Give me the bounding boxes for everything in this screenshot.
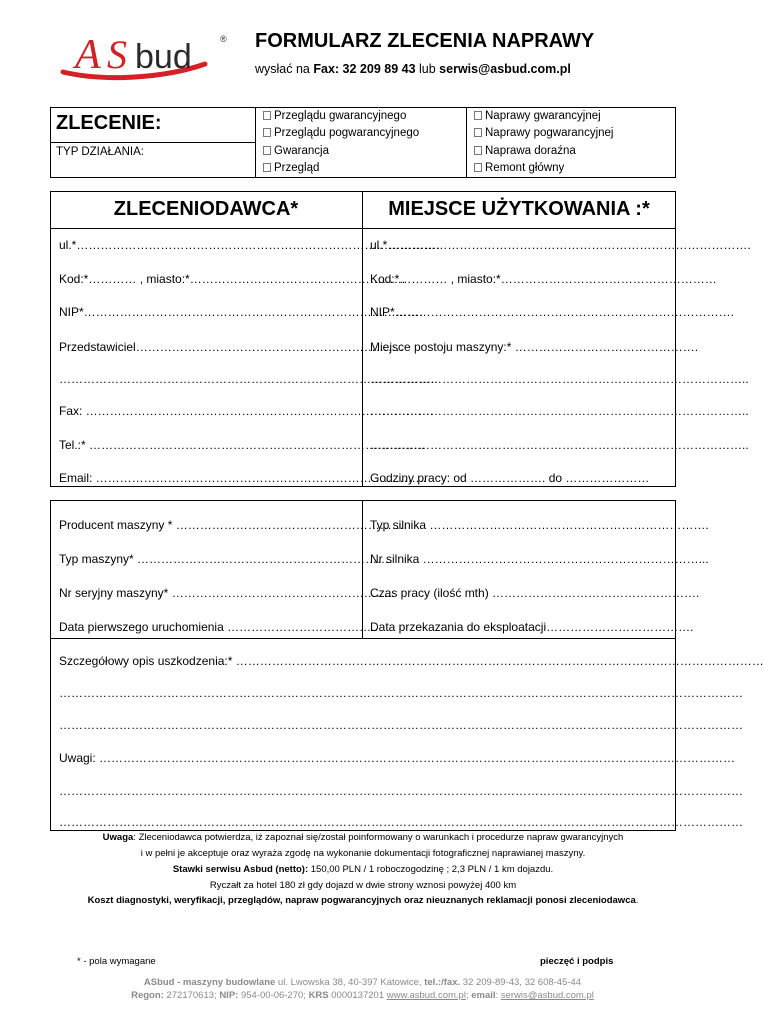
client-street-field[interactable]: ul.*………………………………………………………………………………. [59, 238, 440, 252]
contact-email: serwis@asbud.com.pl [439, 62, 571, 76]
company-info-line2: Regon: 272170613; NIP: 954-00-06-270; KRS 0000137201 www.asbud.com.pl; email: serwis@asbud.com.pl [131, 990, 594, 1001]
option-warranty[interactable]: Gwarancja [263, 145, 329, 157]
option-postwarranty-repair[interactable]: Naprawy pogwarancyjnej [474, 127, 613, 139]
option-emergency-repair[interactable]: Naprawa doraźna [474, 145, 576, 157]
client-representative-field[interactable]: Przedstawiciel…………………………………………………………. [59, 340, 404, 354]
option-warranty-inspection[interactable]: Przeglądu gwarancyjnego [263, 110, 406, 122]
costs-note: Koszt diagnostyki, weryfikacji, przeglądów, napraw pogwarancyjnych oraz nieuznanych reklamacji ponosi zleceniodawca. [87, 895, 639, 906]
client-heading: ZLECENIODAWCA* [113, 198, 299, 220]
damage-description-field[interactable]: Szczegółowy opis uszkodzenia:* …………………………………………………………………………………………………………………… [59, 654, 764, 668]
machine-parking-place-field[interactable]: Miejsce postoju maszyny:* ………………………………………. [370, 340, 699, 354]
client-phone-field[interactable]: Tel.:* ………………………………………………………………………… [59, 438, 426, 452]
option-warranty-repair[interactable]: Naprawy gwarancyjnej [474, 110, 601, 122]
machine-type-field[interactable]: Typ maszyny* ………………………………………………………. [59, 552, 393, 566]
damage-line-2[interactable]: ……………………………………………………………………………………………………………………………………………………… [59, 718, 743, 732]
hotel-flat-rate: Ryczałt za hotel 180 zł gdy dojazd w dwie strony wznosi powyżej 400 km [209, 880, 517, 891]
checkbox-icon[interactable] [263, 146, 271, 155]
handover-date-field[interactable]: Data przekazania do eksploatacji………………………………. [370, 620, 694, 634]
client-postcode-city-field[interactable]: Kod:*………… , miasto:*……………………………………………… [59, 272, 406, 286]
location-line-2[interactable]: ………………………………………………………………………………….. [370, 404, 749, 418]
send-instructions: wysłać na Fax: 32 209 89 43 lub serwis@asbud.com.pl [255, 62, 571, 76]
client-nip-field[interactable]: NIP*…………………………………………………………………………. [59, 305, 424, 319]
option-overhaul[interactable]: Remont główny [474, 162, 564, 174]
svg-text:A: A [75, 32, 101, 78]
client-fax-field[interactable]: Fax: …………………………………………………………………………… [59, 404, 434, 418]
footer-email-link[interactable]: serwis@asbud.com.pl [500, 990, 594, 1001]
form-title: FORMULARZ ZLECENIA NAPRAWY [255, 30, 595, 52]
checkbox-icon[interactable] [474, 146, 482, 155]
engine-number-field[interactable]: Nr silnika ……………………………………………………………... [370, 552, 709, 566]
damage-line-1[interactable]: ……………………………………………………………………………………………………………………………………………………… [59, 686, 743, 700]
checkbox-icon[interactable] [263, 128, 271, 137]
client-email-field[interactable]: Email: ……………………………………………………………………….. [59, 471, 427, 485]
client-extra-line[interactable]: ………………………………………………………………………………….. [59, 372, 438, 386]
stamp-signature-label: pieczęć i podpis [540, 956, 614, 967]
location-postcode-city-field[interactable]: Kod:*………… , miasto:*……………………………………………… [370, 272, 717, 286]
machine-serial-field[interactable]: Nr seryjny maszyny* ……………………………………………….. [59, 586, 395, 600]
checkbox-icon[interactable] [263, 111, 271, 120]
required-fields-note: * - pola wymagane [77, 956, 156, 967]
location-street-field[interactable]: ul.*………………………………………………………………………………. [370, 238, 751, 252]
first-startup-date-field[interactable]: Data pierwszego uruchomienia ……………………………….. [59, 620, 378, 634]
svg-text:S: S [107, 32, 127, 77]
website-link[interactable]: www.asbud.com.pl [386, 990, 466, 1001]
location-line-1[interactable]: ………………………………………………………………………………….. [370, 372, 749, 386]
operating-hours-field[interactable]: Czas pracy (ilość mth) ……………………………………………. [370, 586, 700, 600]
machine-producer-field[interactable]: Producent maszyny * …………………………………………………. [59, 518, 408, 532]
checkbox-icon[interactable] [474, 163, 482, 172]
option-postwarranty-inspection[interactable]: Przeglądu pogwarancyjnego [263, 127, 419, 139]
checkbox-icon[interactable] [474, 128, 482, 137]
fax-number: Fax: 32 209 89 43 [313, 62, 416, 76]
remarks-field[interactable]: Uwagi: …………………………………………………………………………………………………………………………………………… [59, 751, 736, 765]
remarks-line-2[interactable]: ……………………………………………………………………………………………………………………………………………………… [59, 815, 743, 829]
location-line-3[interactable]: ………………………………………………………………………………….. [370, 438, 749, 452]
working-hours-field[interactable]: Godziny pracy: od ………………. do ………………… [370, 471, 650, 485]
remarks-line-1[interactable]: ……………………………………………………………………………………………………………………………………………………… [59, 784, 743, 798]
warranty-remark-line2: i w pełni je akceptuje oraz wyraża zgodę na wykonanie dokumentacji fotograficznej naprawianej maszyny. [140, 848, 586, 859]
company-info-line1: ASbud - maszyny budowlane ul. Lwowska 38, 40-397 Katowice, tel.:/fax. 32 209-89-43, 32 608-45-44 [143, 977, 582, 988]
checkbox-icon[interactable] [263, 163, 271, 172]
asbud-logo [55, 28, 235, 90]
option-inspection[interactable]: Przegląd [263, 162, 319, 174]
warranty-remark: Uwaga: Zleceniodawca potwierdza, iż zapoznał się/został poinformowany o warunkach i procedurze napraw gwarancyjnych [102, 832, 624, 843]
order-heading: ZLECENIE: [56, 112, 162, 134]
service-rates: Stawki serwisu Asbud (netto): 150,00 PLN / 1 roboczogodzinę ; 2,3 PLN / 1 km dojazdu. [172, 864, 554, 875]
svg-text:®: ® [220, 34, 227, 44]
engine-type-field[interactable]: Typ silnika ……………………………………………………………. [370, 518, 709, 532]
action-type-label: TYP DZIAŁANIA: [56, 146, 144, 158]
svg-text:bud: bud [135, 38, 192, 76]
checkbox-icon[interactable] [474, 111, 482, 120]
location-heading: MIEJSCE UŻYTKOWANIA :* [388, 198, 650, 220]
location-nip-field[interactable]: NIP*…………………………………………………………………………. [370, 305, 735, 319]
